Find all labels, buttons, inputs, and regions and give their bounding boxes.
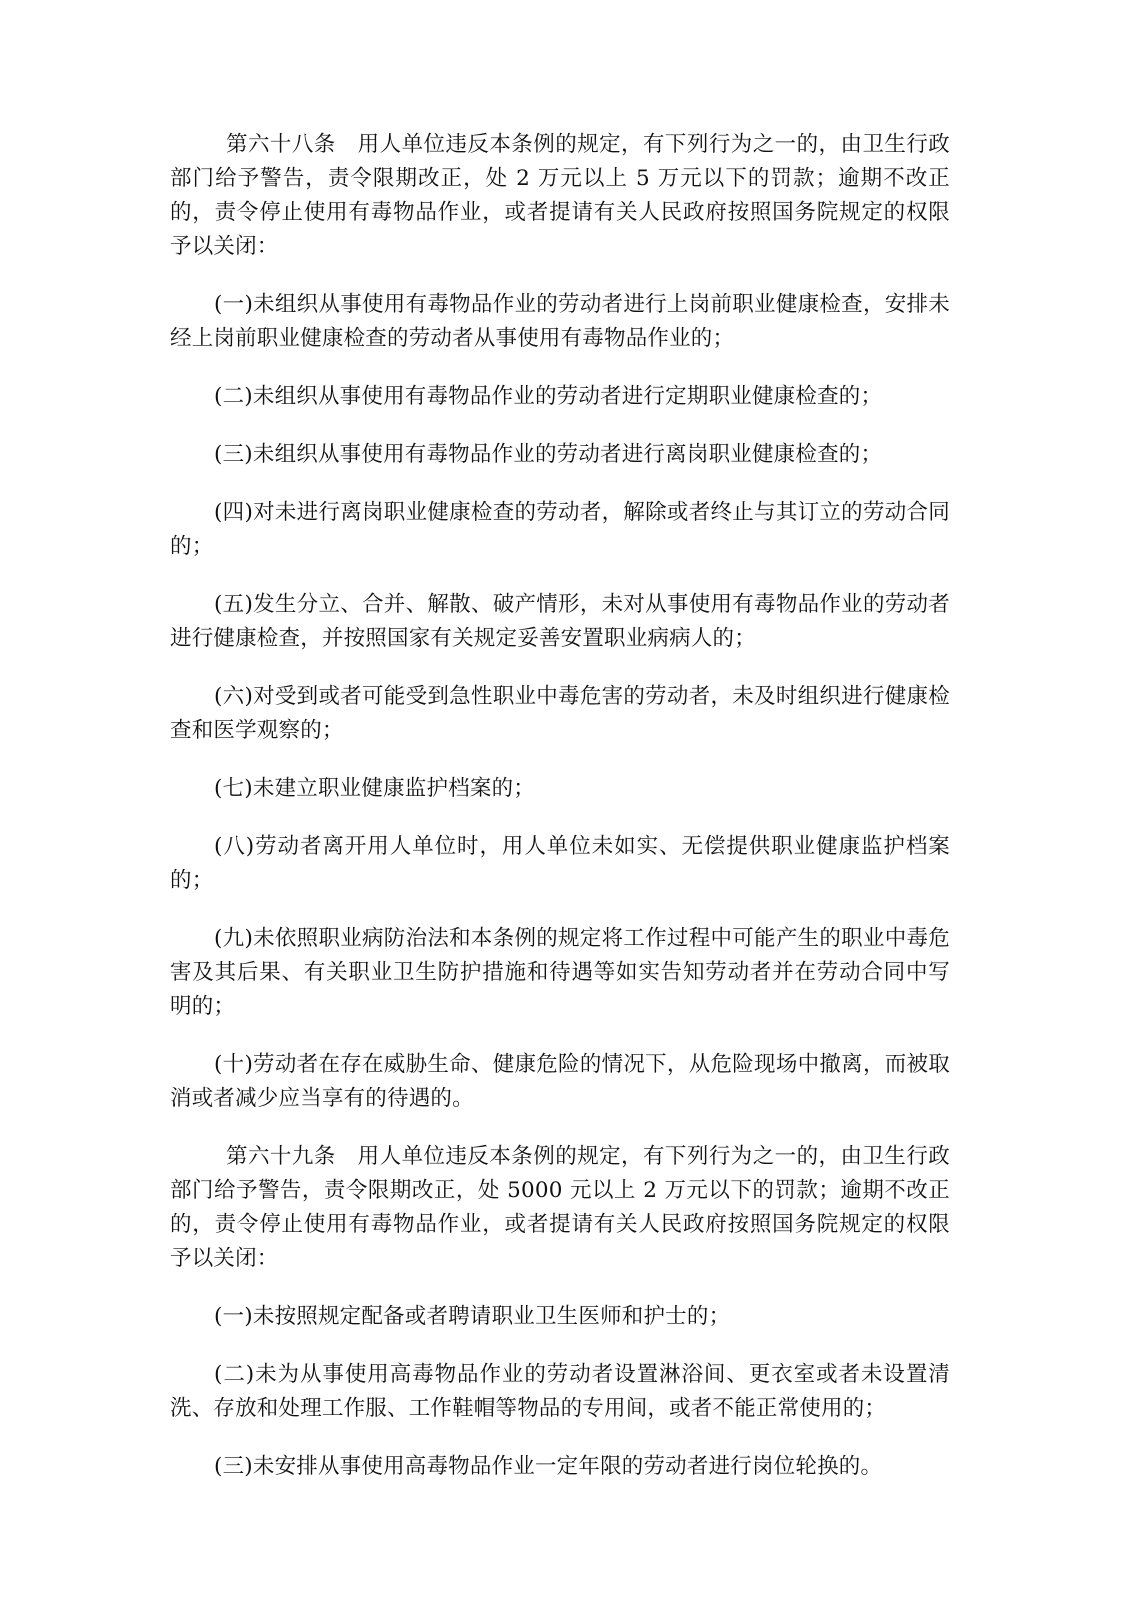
article-69-item-3: (三)未安排从事使用高毒物品作业一定年限的劳动者进行岗位轮换的。 xyxy=(214,1454,883,1479)
article-68-item-1: (一)未组织从事使用有毒物品作业的劳动者进行上岗前职业健康检查，安排未经上岗前职业健康检查的劳动者从事使用有毒物品作业的； xyxy=(170,292,950,351)
article-68-item-9: (九)未依照职业病防治法和本条例的规定将工作过程中可能产生的职业中毒危害及其后果、有关职业卫生防护措施和待遇等如实告知劳动者并在劳动合同中写明的； xyxy=(170,926,950,1019)
article-68-item-3: (三)未组织从事使用有毒物品作业的劳动者进行离岗职业健康检查的； xyxy=(214,442,883,467)
article-68-item-4: (四)对未进行离岗职业健康检查的劳动者，解除或者终止与其订立的劳动合同的； xyxy=(170,500,950,559)
article-68-item-8: (八)劳动者离开用人单位时，用人单位未如实、无偿提供职业健康监护档案的； xyxy=(170,834,950,893)
article-68: 第六十八条 用人单位违反本条例的规定，有下列行为之一的，由卫生行政部门给予警告，责令限期改正，处 2 万元以上 5 万元以下的罚款；逾期不改正的，责令停止使用有毒物品作业，或者提请有关人民政府按照国务院规定的权限予以关闭： xyxy=(170,132,950,259)
article-68-item-7: (七)未建立职业健康监护档案的； xyxy=(214,776,535,801)
document-body xyxy=(170,128,950,1508)
article-68-item-5: (五)发生分立、合并、解散、破产情形，未对从事使用有毒物品作业的劳动者进行健康检查，并按照国家有关规定妥善安置职业病病人的； xyxy=(170,592,950,651)
article-69-item-2: (二)未为从事使用高毒物品作业的劳动者设置淋浴间、更衣室或者未设置清洗、存放和处理工作服、工作鞋帽等物品的专用间，或者不能正常使用的； xyxy=(170,1362,950,1421)
article-68-item-2: (二)未组织从事使用有毒物品作业的劳动者进行定期职业健康检查的； xyxy=(214,384,883,409)
article-69: 第六十九条 用人单位违反本条例的规定，有下列行为之一的，由卫生行政部门给予警告，责令限期改正，处 5000 元以上 2 万元以下的罚款；逾期不改正的，责令停止使用有毒物品作业，或者提请有关人民政府按照国务院规定的权限予以关闭： xyxy=(170,1144,950,1271)
article-69-item-1: (一)未按照规定配备或者聘请职业卫生医师和护士的； xyxy=(214,1304,731,1329)
article-68-item-6: (六)对受到或者可能受到急性职业中毒危害的劳动者，未及时组织进行健康检查和医学观察的； xyxy=(170,684,950,743)
article-68-item-10: (十)劳动者在存在威胁生命、健康危险的情况下，从危险现场中撤离，而被取消或者减少应当享有的待遇的。 xyxy=(170,1052,950,1111)
